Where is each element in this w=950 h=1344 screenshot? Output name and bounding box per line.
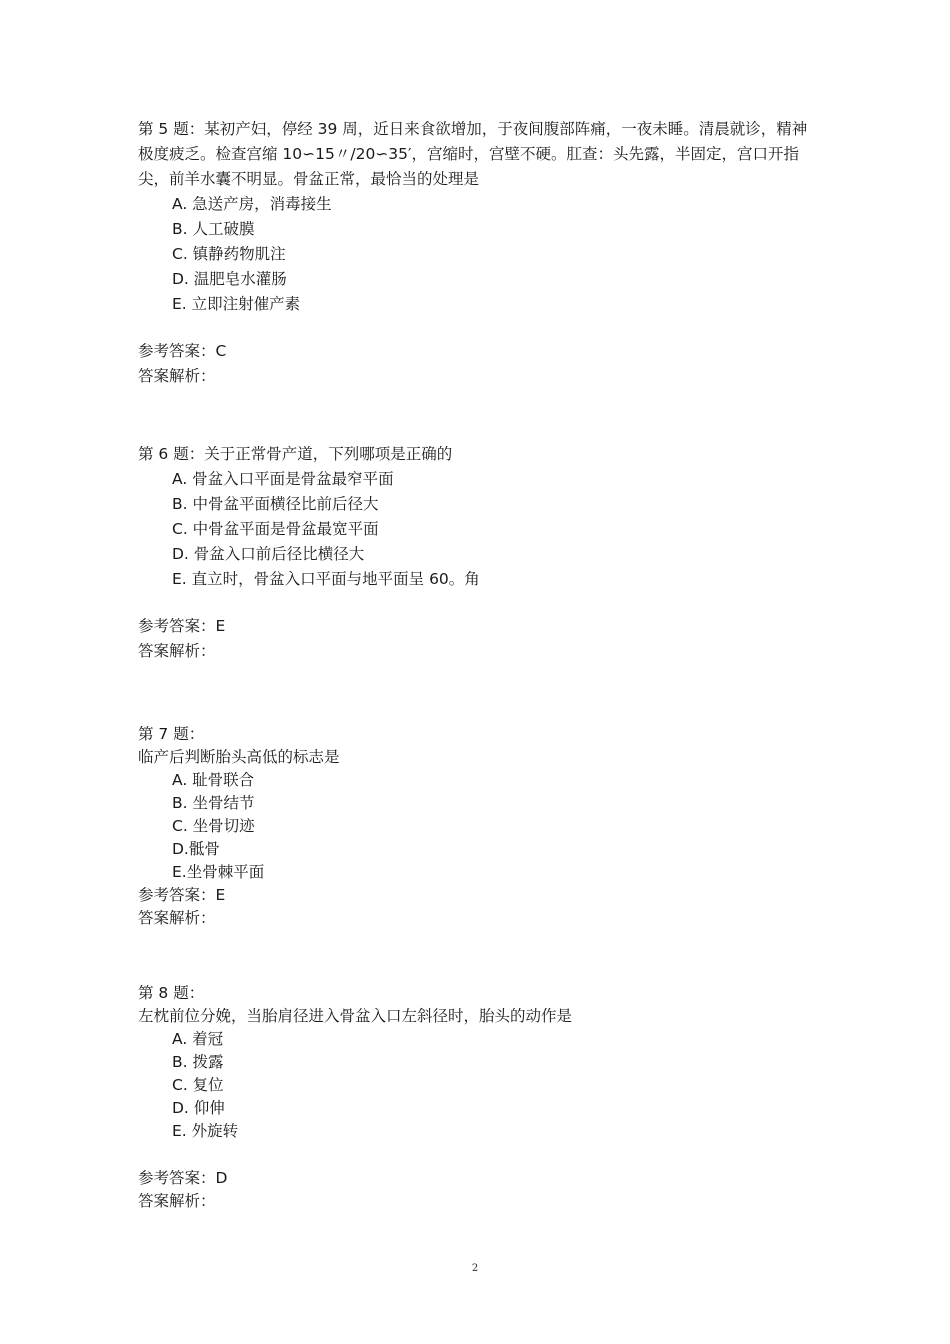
option-e: E. 直立时，骨盆入口平面与地平面呈 60。角 (172, 570, 480, 588)
option-list (138, 192, 818, 317)
question-8 (138, 982, 818, 1213)
option-e: E. 立即注射催产素 (172, 295, 301, 313)
question-7 (138, 723, 818, 930)
option-c: C. 坐骨切迹 (172, 817, 255, 835)
option-b: B. 人工破膜 (172, 220, 255, 238)
option-a: A. 急送产房，消毒接生 (172, 195, 332, 213)
reference-answer: 参考答案：E (138, 886, 226, 904)
question-stem: 临产后判断胎头高低的标志是 (138, 748, 340, 766)
option-b: B. 中骨盆平面横径比前后径大 (172, 495, 379, 513)
question-stem: 第 6 题：关于正常骨产道，下列哪项是正确的 (138, 445, 453, 463)
answer-analysis: 答案解析： (138, 642, 216, 660)
option-b: B. 拨露 (172, 1053, 224, 1071)
page-number: 2 (471, 1263, 479, 1274)
option-d: D. 骨盆入口前后径比横径大 (172, 545, 365, 563)
option-a: A. 着冠 (172, 1030, 224, 1048)
option-d: D. 仰伸 (172, 1099, 225, 1117)
answer-analysis: 答案解析： (138, 909, 216, 927)
option-list (138, 1028, 818, 1143)
question-stem: 第 5 题：某初产妇，停经 39 周，近日来食欲增加，于夜间腹部阵痛，一夜未睡。清晨就诊，精神极度疲乏。检查宫缩 10∽15〃/20∽35′，宫缩时，宫壁不硬。肛查：头先露，半固定，宫口开指尖，前羊水囊不明显。骨盆正常，最恰当的处理是 (138, 120, 808, 188)
reference-answer: 参考答案：C (138, 342, 227, 360)
option-c: C. 镇静药物肌注 (172, 245, 286, 263)
option-list (138, 467, 818, 592)
option-e: E.坐骨棘平面 (172, 863, 265, 881)
reference-answer: 参考答案：E (138, 617, 226, 635)
answer-analysis: 答案解析： (138, 367, 216, 385)
question-title: 第 7 题： (138, 725, 205, 743)
reference-answer: 参考答案：D (138, 1169, 228, 1187)
answer-analysis: 答案解析： (138, 1192, 216, 1210)
question-title: 第 8 题： (138, 984, 205, 1002)
question-5 (138, 117, 818, 389)
option-a: A. 骨盆入口平面是骨盆最窄平面 (172, 470, 394, 488)
option-d: D. 温肥皂水灌肠 (172, 270, 287, 288)
question-stem: 左枕前位分娩，当胎肩径进入骨盆入口左斜径时，胎头的动作是 (138, 1007, 573, 1025)
option-list (138, 769, 818, 884)
option-a: A. 耻骨联合 (172, 771, 255, 789)
option-c: C. 复位 (172, 1076, 224, 1094)
option-e: E. 外旋转 (172, 1122, 239, 1140)
question-6 (138, 442, 818, 664)
option-d: D.骶骨 (172, 840, 220, 858)
option-c: C. 中骨盆平面是骨盆最宽平面 (172, 520, 379, 538)
option-b: B. 坐骨结节 (172, 794, 255, 812)
